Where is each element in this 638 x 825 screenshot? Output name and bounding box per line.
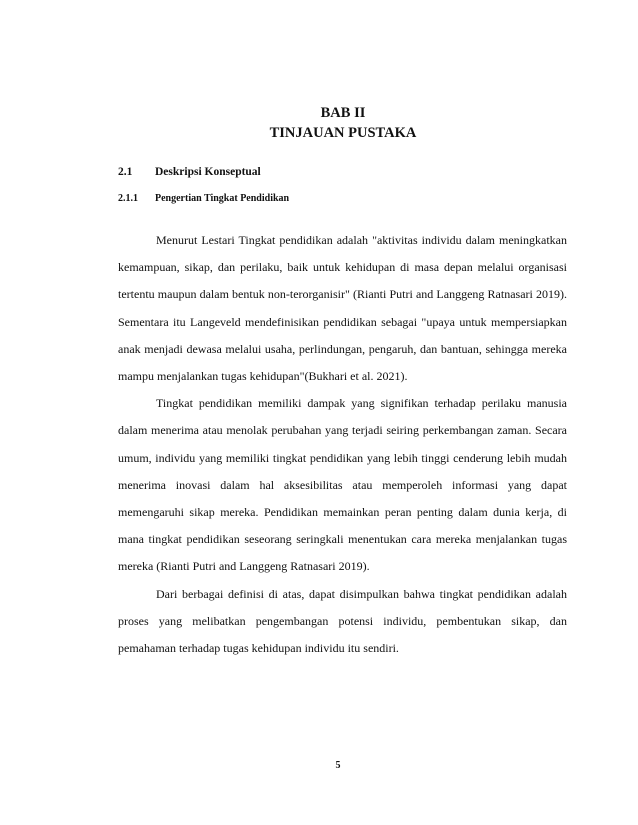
paragraph-2: Tingkat pendidikan memiliki dampak yang signifikan terhadap perilaku manusia dalam menerima atau menolak perubahan yang terjadi seiring perkembangan zaman. Secara umum, individu yang memiliki tingkat pendidikan yang lebih tinggi cenderung lebih mudah menerima inovasi dalam hal aksesibilitas atau memperoleh informasi yang dapat memengaruhi sikap mereka. Pendidikan memainkan peran penting dalam dunia kerja, di mana tingkat pendidikan seseorang seringkali menentukan cara mereka menjalankan tugas mereka (Rianti Putri and Langgeng Ratnasari 2019). xyxy=(118,396,567,574)
subsection-number: 2.1.1 xyxy=(118,193,138,204)
paragraph-3: Dari berbagai definisi di atas, dapat disimpulkan bahwa tingkat pendidikan adalah proses yang melibatkan pengembangan potensi individu, pembentukan sikap, dan pemahaman terhadap tugas kehidupan individu itu sendiri. xyxy=(118,586,567,656)
body-text xyxy=(118,227,567,662)
chapter-title: TINJAUAN PUSTAKA xyxy=(269,125,417,141)
subsection-title: Pengertian Tingkat Pendidikan xyxy=(155,193,290,204)
paragraph-1: Menurut Lestari Tingkat pendidikan adalah "aktivitas individu dalam meningkatkan kemampuan, sikap, dan perilaku, baik untuk kehidupan di masa depan melalui organisasi tertentu maupun dalam bentuk non-terorganisir" (Rianti Putri and Langgeng Ratnasari 2019). Sementara itu Langeveld mendefinisikan pendidikan sebagai "upaya untuk mempersiapkan anak menjadi dewasa melalui usaha, perlindungan, pengaruh, dan bantuan, sehingga mereka mampu menjalankan tugas kehidupan"(Bukhari et al. 2021). xyxy=(118,233,567,384)
chapter-label: BAB II xyxy=(320,105,366,121)
section-title: Deskripsi Konseptual xyxy=(155,166,261,178)
section-number: 2.1 xyxy=(118,166,133,178)
page-number: 5 xyxy=(335,760,341,771)
